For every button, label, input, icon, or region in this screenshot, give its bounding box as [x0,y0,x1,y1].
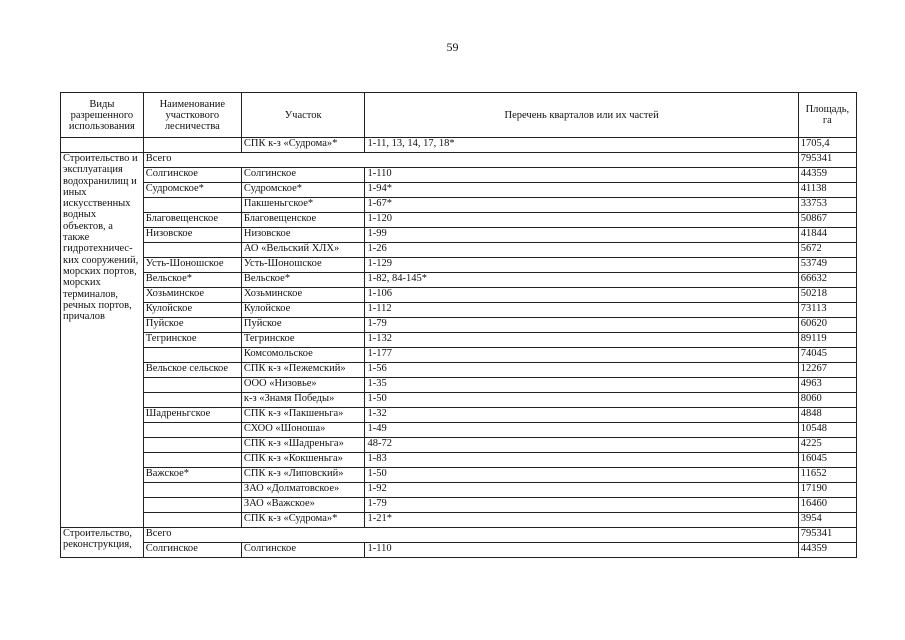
forestry-cell: Тегринское [143,333,241,348]
plot-cell: СПК к-з «Липовский» [241,468,365,483]
plot-cell: АО «Вельский ХЛХ» [241,243,365,258]
table-row [61,363,857,378]
table-row [61,258,857,273]
blocks-cell: 1-11, 13, 14, 17, 18* [365,138,798,153]
table-row [61,198,857,213]
plot-cell: ООО «Низовье» [241,378,365,393]
table-row [61,498,857,513]
header-area: Площадь, га [798,93,856,138]
forestry-cell [143,423,241,438]
table-row [61,303,857,318]
table-row [61,528,857,543]
area-cell: 10548 [798,423,856,438]
table-header-row [61,93,857,138]
blocks-cell: 48-72 [365,438,798,453]
area-cell: 60620 [798,318,856,333]
plot-cell: Хозьминское [241,288,365,303]
plot-cell: СПК к-з «Кокшеньга» [241,453,365,468]
blocks-cell: 1-32 [365,408,798,423]
table-row [61,228,857,243]
forestry-cell: Благовещенское [143,213,241,228]
plot-cell: Солгинское [241,543,365,558]
area-cell: 66632 [798,273,856,288]
plot-cell: Низовское [241,228,365,243]
header-forestry: Наименование участкового лесничества [143,93,241,138]
area-cell: 16045 [798,453,856,468]
blocks-cell: 1-177 [365,348,798,363]
table-row [61,168,857,183]
area-cell: 8060 [798,393,856,408]
forestry-cell [143,138,241,153]
blocks-cell: 1-129 [365,258,798,273]
plot-cell: Кулойское [241,303,365,318]
blocks-cell: 1-50 [365,393,798,408]
area-cell: 53749 [798,258,856,273]
plot-cell: ЗАО «Долматовское» [241,483,365,498]
plot-cell: СПК к-з «Шадреньга» [241,438,365,453]
table-row [61,333,857,348]
table-row [61,153,857,168]
plot-cell: Благовещенское [241,213,365,228]
plot-cell: Усть-Шоношское [241,258,365,273]
table-row [61,543,857,558]
plot-cell: СПК к-з «Судрома»* [241,138,365,153]
forestry-cell [143,348,241,363]
forest-use-table [60,92,857,558]
header-plot: Участок [241,93,365,138]
area-cell: 41844 [798,228,856,243]
plot-cell: СПК к-з «Судрома»* [241,513,365,528]
forestry-cell [143,393,241,408]
table-row [61,348,857,363]
plot-cell: к-з «Знамя Победы» [241,393,365,408]
blocks-cell: 1-82, 84-145* [365,273,798,288]
area-cell: 3954 [798,513,856,528]
table-row [61,513,857,528]
use-type-cell [61,138,144,153]
blocks-cell: 1-92 [365,483,798,498]
forestry-cell [143,483,241,498]
forestry-cell: Шадреньгское [143,408,241,423]
forestry-cell: Кулойское [143,303,241,318]
area-cell: 4963 [798,378,856,393]
total-label-cell: Всего [143,528,798,543]
use-type-cell: Строительство и эксплуатация водохранилищ и иных искусственных водных объектов, а также гидротехничес-ких сооружений, морских портов, морских терминалов, речных портов, причалов [61,153,144,528]
header-blocks: Перечень кварталов или их частей [365,93,798,138]
forestry-cell: Важское* [143,468,241,483]
forestry-cell [143,453,241,468]
area-cell: 50867 [798,213,856,228]
table-row [61,183,857,198]
area-cell: 5672 [798,243,856,258]
forestry-cell [143,198,241,213]
area-cell: 17190 [798,483,856,498]
forestry-cell: Хозьминское [143,288,241,303]
table-row [61,453,857,468]
forestry-cell [143,498,241,513]
plot-cell: СХОО «Шоноша» [241,423,365,438]
blocks-cell: 1-99 [365,228,798,243]
plot-cell: Вельское* [241,273,365,288]
table-row [61,273,857,288]
area-cell: 44359 [798,168,856,183]
blocks-cell: 1-50 [365,468,798,483]
area-cell: 4225 [798,438,856,453]
forestry-cell: Низовское [143,228,241,243]
blocks-cell: 1-79 [365,318,798,333]
area-cell: 4848 [798,408,856,423]
table-row [61,483,857,498]
plot-cell: Пакшеньгское* [241,198,365,213]
blocks-cell: 1-67* [365,198,798,213]
blocks-cell: 1-110 [365,543,798,558]
blocks-cell: 1-79 [365,498,798,513]
blocks-cell: 1-56 [365,363,798,378]
forestry-cell: Вельское* [143,273,241,288]
table-row [61,408,857,423]
forestry-cell: Солгинское [143,168,241,183]
area-cell: 12267 [798,363,856,378]
table-row [61,243,857,258]
blocks-cell: 1-83 [365,453,798,468]
plot-cell: Тегринское [241,333,365,348]
plot-cell: Комсомольское [241,348,365,363]
area-cell: 11652 [798,468,856,483]
total-label-cell: Всего [143,153,798,168]
forestry-cell: Вельское сельское [143,363,241,378]
forestry-cell: Пуйское [143,318,241,333]
plot-cell: ЗАО «Важское» [241,498,365,513]
table-row [61,138,857,153]
table-row [61,318,857,333]
forestry-cell [143,513,241,528]
forestry-cell: Усть-Шоношское [143,258,241,273]
area-cell: 16460 [798,498,856,513]
area-cell: 44359 [798,543,856,558]
blocks-cell: 1-112 [365,303,798,318]
blocks-cell: 1-94* [365,183,798,198]
blocks-cell: 1-21* [365,513,798,528]
total-area-cell: 795341 [798,528,856,543]
table-row [61,438,857,453]
blocks-cell: 1-26 [365,243,798,258]
table-row [61,378,857,393]
forestry-cell: Судромское* [143,183,241,198]
area-cell: 74045 [798,348,856,363]
table-row [61,393,857,408]
table-row [61,213,857,228]
area-cell: 41138 [798,183,856,198]
plot-cell: СПК к-з «Пежемский» [241,363,365,378]
table-row [61,423,857,438]
plot-cell: СПК к-з «Пакшеньга» [241,408,365,423]
blocks-cell: 1-110 [365,168,798,183]
forestry-cell [143,243,241,258]
table-row [61,288,857,303]
header-use-type: Виды разрешенного использования [61,93,144,138]
table-body [61,138,857,558]
area-cell: 50218 [798,288,856,303]
blocks-cell: 1-106 [365,288,798,303]
table-row [61,468,857,483]
plot-cell: Судромское* [241,183,365,198]
blocks-cell: 1-132 [365,333,798,348]
blocks-cell: 1-35 [365,378,798,393]
area-cell: 73113 [798,303,856,318]
total-area-cell: 795341 [798,153,856,168]
forestry-cell [143,378,241,393]
area-cell: 33753 [798,198,856,213]
area-cell: 89119 [798,333,856,348]
blocks-cell: 1-120 [365,213,798,228]
plot-cell: Пуйское [241,318,365,333]
forestry-cell: Солгинское [143,543,241,558]
page-number: 59 [446,40,459,54]
area-cell: 1705,4 [798,138,856,153]
forestry-cell [143,438,241,453]
blocks-cell: 1-49 [365,423,798,438]
plot-cell: Солгинское [241,168,365,183]
use-type-cell: Строительство, реконструкция, [61,528,144,558]
